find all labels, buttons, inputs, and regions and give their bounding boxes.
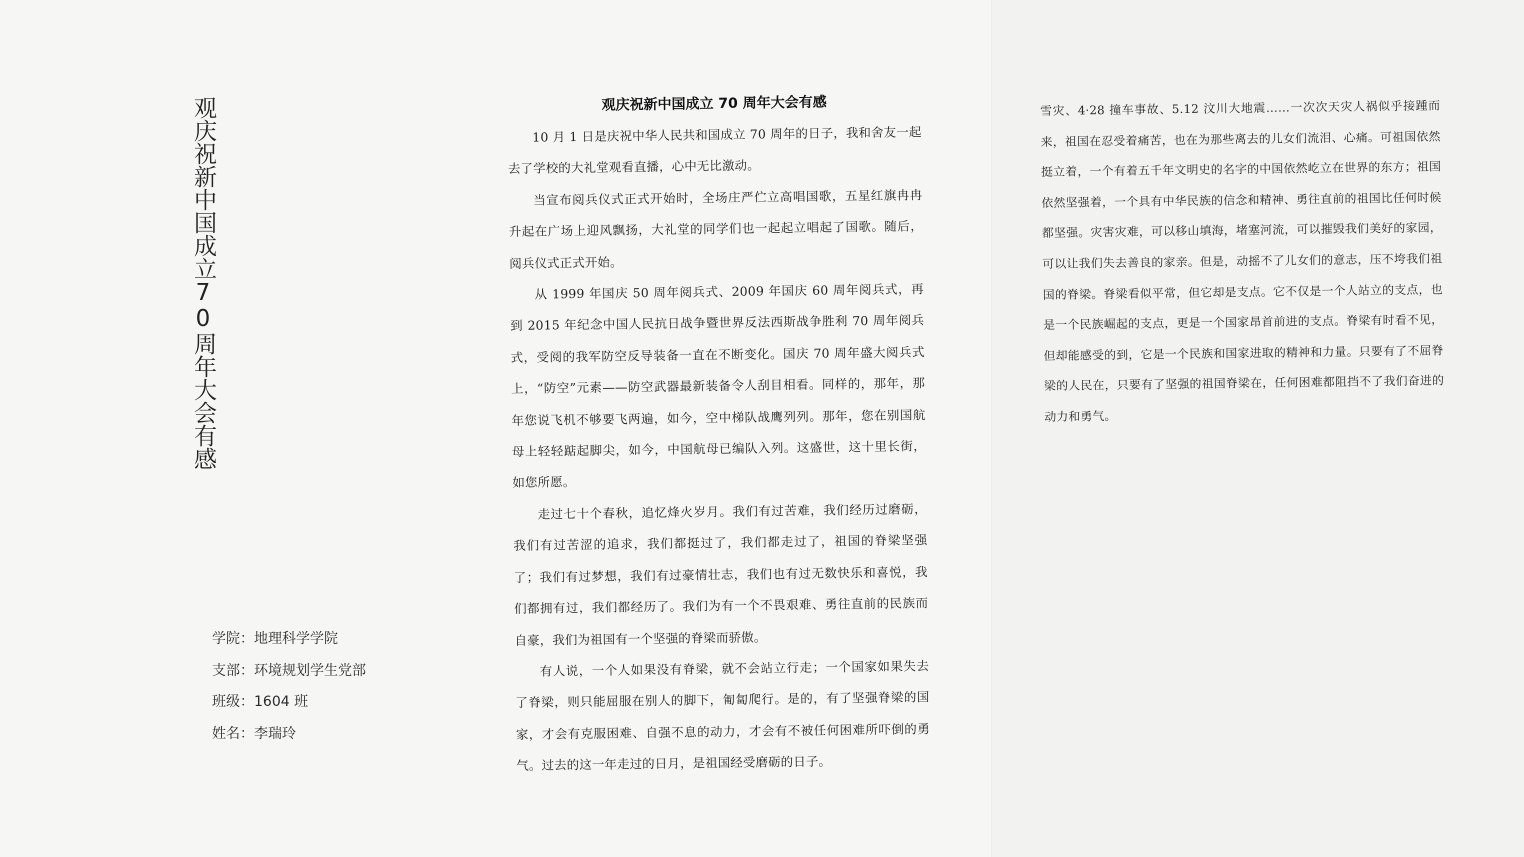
college-line: 学院：地理科学学院: [212, 631, 338, 647]
essay-paragraph: 10 月 1 日是庆祝中华人民共和国成立 70 周年的日子，我和舍友一起去了学校的大礼堂观看直播，心中无比激动。: [507, 124, 922, 177]
essay-paragraph: 当宣布阅兵仪式正式开始时，全场庄严伫立高唱国歌，五星红旗冉冉升起在广场上迎风飘扬，大礼堂的同学们也一起起立唱起了国歌。随后，阅兵仪式正式开始。: [508, 187, 923, 271]
essay-title: 观庆祝新中国成立 70 周年大会有感: [601, 94, 827, 114]
essay-paragraph: 走过七十个春秋，追忆烽火岁月。我们有过苦难，我们经历过磨砺，我们有过苦涩的追求，我们都挺过了，我们都走过了，祖国的脊梁坚强了；我们有过梦想，我们有过豪情壮志，我们也有过无数快乐和喜悦，我们都拥有过，我们都经历了。我们为有一个不畏艰难、勇往直前的民族而自豪，我们为祖国有一个坚强的脊梁而骄傲。: [513, 501, 929, 648]
essay-paragraph: 有人说，一个人如果没有脊梁，就不会站立行走；一个国家如果失去了脊梁，则只能屈服在别人的脚下，匍匐爬行。是的，有了坚强脊梁的国家，才会有克服困难、自强不息的动力，才会有不被任何困难所吓倒的勇气。过去的这一年走过的日月，是祖国经受磨砺的日子。: [515, 658, 930, 774]
essay-paragraph: 从 1999 年国庆 50 周年阅兵式、2009 年国庆 60 周年阅兵式，再到 2015 年纪念中国人民抗日战争暨世界反法西斯战争胜利 70 周年阅兵式，受阅的我军防空反导装备一直在不断变化。国庆 70 周年盛大阅兵式上，“防空”元素——防空武器最新装备令人刮目相看。同样的，那年，那年您说飞机不够要飞两遍，如今，空中梯队战鹰列列。那年，您在别国航母上轻轻踮起脚尖，如今，中国航母已编队入列。这盛世，这十里长街，如您所愿。: [510, 281, 927, 491]
branch-line: 支部：环境规划学生党部: [212, 662, 366, 679]
page-seam: [988, 0, 992, 857]
name-line: 姓名：李瑞玲: [212, 725, 296, 742]
author-info: [212, 624, 442, 750]
essay-continuation-column: [1040, 90, 1445, 432]
class-line: 班级：1604 班: [212, 694, 309, 710]
cover-vertical-title: 观庆祝新中国成立70周年大会有感: [190, 96, 216, 470]
continuation-paragraph: 雪灾、4·28 撞车事故、5.12 汶川大地震……一次次天灾人祸似乎接踵而来，祖国在忍受着痛苦，也在为那些离去的儿女们流泪、心痛。可祖国依然挺立着，一个有着五千年文明史的名字的中国依然屹立在世界的东方；祖国依然坚强着，一个具有中华民族的信念和精神、勇往直前的祖国比任何时候都坚强。灾害灾难，可以移山填海，堵塞河流，可以摧毁我们美好的家园，可以让我们失去善良的家亲。但是，动摇不了儿女们的意志，压不垮我们祖国的脊梁。脊梁看似平常，但它却是支点。它不仅是一个人站立的支点，也是一个民族崛起的支点，更是一个国家昂首前进的支点。脊梁有时看不见，但却能感受的到，它是一个民族和国家进取的精神和力量。只要有了不屈脊梁的人民在，只要有了坚强的祖国脊梁在，任何困难都阻挡不了我们奋进的动力和勇气。: [1040, 98, 1445, 424]
essay-column: [507, 90, 931, 796]
